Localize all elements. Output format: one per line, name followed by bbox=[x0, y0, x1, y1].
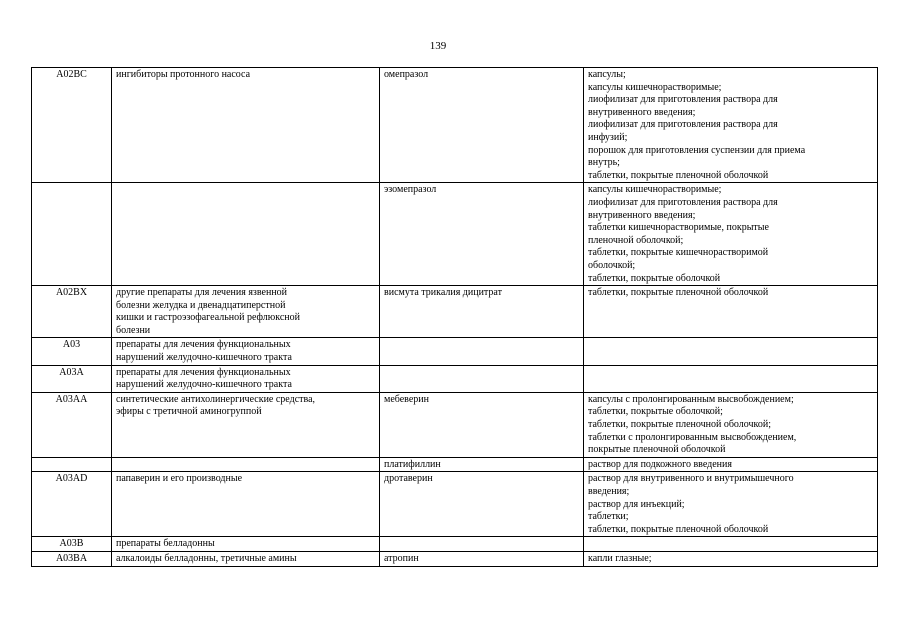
pharmacological-group-cell bbox=[112, 338, 380, 365]
dosage-form-line: капсулы с пролонгированным высвобождением; bbox=[588, 393, 794, 405]
dosage-form-line: таблетки, покрытые пленочной оболочкой; bbox=[588, 419, 772, 431]
group-text-line: другие препараты для лечения язвенной bbox=[116, 287, 288, 299]
atc-code-cell: A03B bbox=[32, 537, 112, 552]
dosage-form-line: капли глазные; bbox=[588, 552, 652, 564]
drug-name-cell: мебеверин bbox=[380, 392, 584, 457]
group-text-line: синтетические антихолинергические средства, bbox=[116, 393, 316, 405]
dosage-form-line: таблетки с пролонгированным высвобождением, bbox=[588, 431, 797, 443]
table-row bbox=[32, 286, 878, 338]
table-row bbox=[32, 537, 878, 552]
atc-code-cell: A03AA bbox=[32, 392, 112, 457]
dosage-forms-cell bbox=[584, 537, 878, 552]
dosage-form-line: оболочкой; bbox=[588, 259, 636, 271]
pharmacological-group-cell bbox=[112, 472, 380, 537]
dosage-form-line: раствор для подкожного введения bbox=[588, 458, 732, 470]
dosage-forms-cell bbox=[584, 365, 878, 392]
dosage-form-line: таблетки, покрытые пленочной оболочкой bbox=[588, 169, 769, 181]
dosage-form-line: капсулы; bbox=[588, 69, 626, 80]
dosage-form-line: внутривенного введения; bbox=[588, 209, 696, 221]
dosage-form-line: таблетки, покрытые пленочной оболочкой bbox=[588, 523, 769, 535]
group-text-line: алкалоиды белладонны, третичные амины bbox=[116, 552, 297, 564]
drug-name-cell bbox=[380, 537, 584, 552]
dosage-form-line: лиофилизат для приготовления раствора для bbox=[588, 94, 778, 106]
dosage-form-line: капсулы кишечнорастворимые; bbox=[588, 81, 722, 93]
drug-table-body bbox=[32, 68, 878, 567]
pharmacological-group-cell bbox=[112, 68, 380, 183]
page-number: 139 bbox=[429, 40, 447, 52]
atc-code-cell: A03AD bbox=[32, 472, 112, 537]
dosage-form-line: лиофилизат для приготовления раствора для bbox=[588, 119, 778, 131]
table-row bbox=[32, 365, 878, 392]
dosage-form-line: покрытые пленочной оболочкой bbox=[588, 444, 726, 456]
dosage-form-line: таблетки; bbox=[588, 511, 629, 523]
dosage-form-line: таблетки кишечнорастворимые, покрытые bbox=[588, 222, 769, 234]
atc-code-cell: A03 bbox=[32, 338, 112, 365]
drug-name-cell bbox=[380, 365, 584, 392]
dosage-forms-cell bbox=[584, 551, 878, 566]
dosage-form-line: порошок для приготовления суспензии для приема bbox=[588, 144, 806, 156]
dosage-forms-cell bbox=[584, 457, 878, 472]
drug-name-cell: омепразол bbox=[380, 68, 584, 183]
group-text-line: болезни bbox=[116, 324, 151, 336]
group-text-line: препараты для лечения функциональных bbox=[116, 366, 291, 378]
dosage-forms-cell bbox=[584, 338, 878, 365]
drug-name-cell bbox=[380, 338, 584, 365]
drug-name-cell: эзомепразол bbox=[380, 183, 584, 286]
atc-code-cell: A02BX bbox=[32, 286, 112, 338]
table-row bbox=[32, 457, 878, 472]
atc-code-cell bbox=[32, 457, 112, 472]
dosage-form-line: лиофилизат для приготовления раствора для bbox=[588, 196, 778, 208]
drug-name-cell: платифиллин bbox=[380, 457, 584, 472]
dosage-form-line: инфузий; bbox=[588, 131, 628, 143]
dosage-form-line: пленочной оболочкой; bbox=[588, 234, 684, 246]
group-text-line: кишки и гастроэзофагеальной рефлюксной bbox=[116, 312, 300, 324]
dosage-form-line: внутрь; bbox=[588, 157, 620, 169]
table-row bbox=[32, 183, 878, 286]
group-text-line: препараты белладонны bbox=[116, 538, 215, 550]
table-row bbox=[32, 472, 878, 537]
group-text-line: ингибиторы протонного насоса bbox=[116, 69, 251, 80]
drug-name-cell: висмута трикалия дицитрат bbox=[380, 286, 584, 338]
table-row bbox=[32, 338, 878, 365]
dosage-form-line: таблетки, покрытые кишечнорастворимой bbox=[588, 247, 769, 259]
pharmacological-group-cell bbox=[112, 392, 380, 457]
group-text-line: препараты для лечения функциональных bbox=[116, 339, 291, 351]
dosage-forms-cell bbox=[584, 286, 878, 338]
dosage-form-line: введения; bbox=[588, 486, 630, 497]
pharmacological-group-cell bbox=[112, 183, 380, 286]
atc-code-cell: A03BA bbox=[32, 551, 112, 566]
group-text-line: эфиры с третичной аминогруппой bbox=[116, 406, 262, 418]
dosage-forms-cell bbox=[584, 68, 878, 183]
atc-code-cell bbox=[32, 183, 112, 286]
pharmacological-group-cell bbox=[112, 457, 380, 472]
pharmacological-group-cell bbox=[112, 551, 380, 566]
drug-table bbox=[31, 67, 878, 567]
group-text-line: нарушений желудочно-кишечного тракта bbox=[116, 379, 292, 391]
group-text-line: нарушений желудочно-кишечного тракта bbox=[116, 352, 292, 364]
dosage-form-line: таблетки, покрытые оболочкой bbox=[588, 272, 721, 284]
dosage-form-line: таблетки, покрытые оболочкой; bbox=[588, 406, 723, 418]
table-row bbox=[32, 551, 878, 566]
dosage-form-line: внутривенного введения; bbox=[588, 106, 696, 118]
dosage-form-line: раствор для инъекций; bbox=[588, 498, 685, 510]
dosage-form-line: таблетки, покрытые пленочной оболочкой bbox=[588, 287, 769, 299]
atc-code-cell: A03A bbox=[32, 365, 112, 392]
dosage-forms-cell bbox=[584, 392, 878, 457]
dosage-form-line: капсулы кишечнорастворимые; bbox=[588, 184, 722, 196]
pharmacological-group-cell bbox=[112, 286, 380, 338]
table-row bbox=[32, 68, 878, 183]
drug-name-cell: атропин bbox=[380, 551, 584, 566]
dosage-forms-cell bbox=[584, 472, 878, 537]
drug-name-cell: дротаверин bbox=[380, 472, 584, 537]
pharmacological-group-cell bbox=[112, 365, 380, 392]
group-text-line: папаверин и его производные bbox=[116, 473, 243, 485]
table-row bbox=[32, 392, 878, 457]
pharmacological-group-cell bbox=[112, 537, 380, 552]
group-text-line: болезни желудка и двенадцатиперстной bbox=[116, 299, 286, 311]
atc-code-cell: A02BC bbox=[32, 68, 112, 183]
dosage-form-line: раствор для внутривенного и внутримышечного bbox=[588, 473, 794, 485]
dosage-forms-cell bbox=[584, 183, 878, 286]
